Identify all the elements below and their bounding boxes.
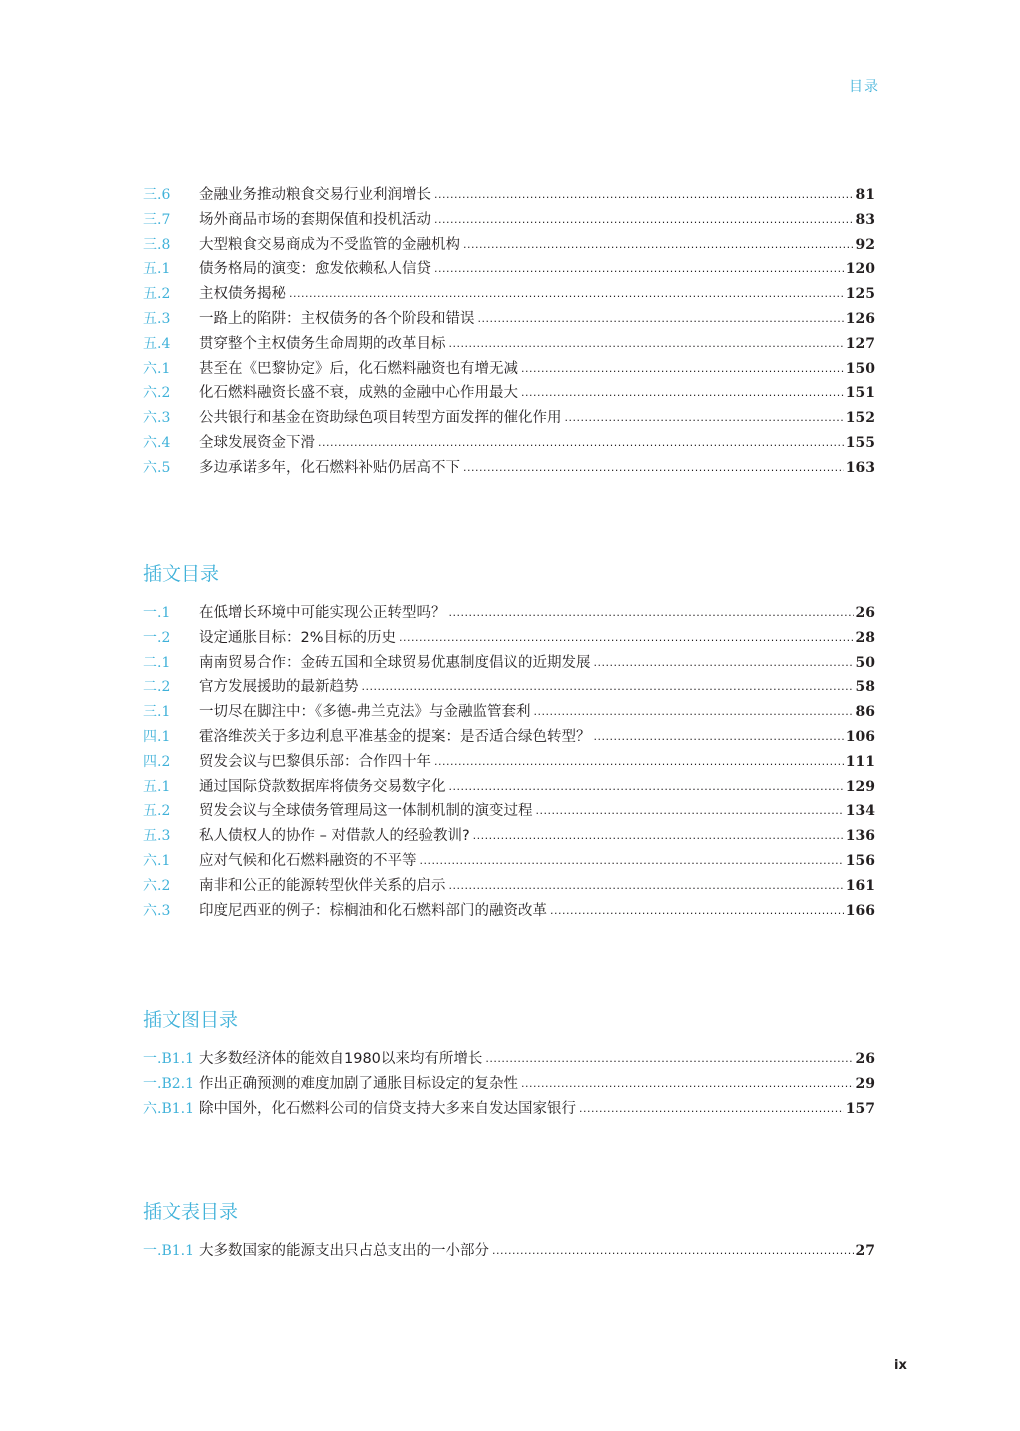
toc-entry[interactable] bbox=[143, 775, 875, 800]
toc-box-tables-section bbox=[143, 1201, 875, 1264]
dot-leader bbox=[449, 601, 854, 626]
toc-entry[interactable] bbox=[143, 1239, 875, 1264]
entry-page-number: 161 bbox=[845, 877, 875, 894]
entry-title: 官方发展援助的最新趋势 bbox=[199, 679, 359, 696]
entry-page-number: 29 bbox=[855, 1075, 875, 1092]
dot-leader bbox=[449, 775, 844, 800]
toc-entry[interactable] bbox=[143, 626, 875, 651]
entry-page-number: 81 bbox=[855, 187, 875, 203]
toc-entry[interactable] bbox=[143, 601, 875, 626]
entry-title: 印度尼西亚的例子：棕榈油和化石燃料部门的融资改革 bbox=[199, 902, 547, 919]
toc-list-continued bbox=[143, 183, 875, 481]
dot-leader bbox=[434, 208, 854, 233]
entry-page-number: 150 bbox=[845, 360, 875, 377]
dot-leader bbox=[473, 824, 844, 849]
toc-list-box-figures bbox=[143, 1047, 875, 1121]
entry-title: 除中国外，化石燃料公司的信贷支持大多来自发达国家银行 bbox=[199, 1100, 576, 1117]
entry-page-number: 152 bbox=[845, 410, 875, 427]
toc-entry[interactable] bbox=[143, 651, 875, 676]
entry-title: 场外商品市场的套期保值和投机活动 bbox=[199, 211, 431, 228]
dot-leader bbox=[565, 406, 844, 431]
entry-title: 霍洛维茨关于多边利息平准基金的提案：是否适合绿色转型？ bbox=[199, 728, 591, 745]
toc-entry[interactable] bbox=[143, 849, 875, 874]
entry-title: 全球发展资金下滑 bbox=[199, 434, 315, 451]
dot-leader bbox=[521, 357, 844, 382]
entry-page-number: 92 bbox=[855, 236, 875, 253]
entry-number: 五.3 bbox=[143, 828, 171, 845]
toc-entry[interactable] bbox=[143, 431, 875, 456]
entry-page-number: 26 bbox=[855, 1051, 875, 1067]
entry-title: 通过国际贷款数据库将债务交易数字化 bbox=[199, 778, 446, 795]
entry-number: 三.8 bbox=[143, 236, 171, 253]
entry-page-number: 120 bbox=[845, 261, 875, 278]
section-title-box-figures: 插文图目录 bbox=[143, 1009, 239, 1031]
entry-page-number: 83 bbox=[855, 211, 875, 228]
toc-entry[interactable] bbox=[143, 1097, 875, 1122]
entry-page-number: 28 bbox=[855, 629, 875, 646]
entry-number: 六.4 bbox=[143, 434, 171, 451]
dot-leader bbox=[521, 1072, 854, 1097]
dot-leader bbox=[434, 257, 844, 282]
toc-entry[interactable] bbox=[143, 183, 875, 208]
entry-page-number: 27 bbox=[855, 1243, 875, 1259]
entry-number: 四.2 bbox=[143, 753, 171, 770]
dot-leader bbox=[449, 874, 844, 899]
entry-title: 私人债权人的协作 – 对借款人的经验教训? bbox=[199, 828, 470, 845]
entry-title: 公共银行和基金在资助绿色项目转型方面发挥的催化作用 bbox=[199, 410, 562, 427]
toc-entry[interactable] bbox=[143, 357, 875, 382]
dot-leader bbox=[594, 651, 854, 676]
toc-continued-section bbox=[143, 183, 875, 481]
dot-leader bbox=[463, 233, 854, 258]
toc-entry[interactable] bbox=[143, 1047, 875, 1072]
entry-number: 六.2 bbox=[143, 385, 171, 402]
entry-number: 六.3 bbox=[143, 902, 171, 919]
entry-page-number: 58 bbox=[855, 679, 875, 696]
dot-leader bbox=[478, 307, 844, 332]
entry-title: 贸发会议与巴黎俱乐部：合作四十年 bbox=[199, 753, 431, 770]
toc-boxes-section bbox=[143, 563, 875, 923]
entry-title: 贯穿整个主权债务生命周期的改革目标 bbox=[199, 335, 446, 352]
entry-page-number: 166 bbox=[845, 902, 875, 919]
entry-title: 应对气候和化石燃料融资的不平等 bbox=[199, 852, 417, 869]
toc-entry[interactable] bbox=[143, 257, 875, 282]
dot-leader bbox=[550, 899, 844, 924]
entry-page-number: 151 bbox=[845, 385, 875, 402]
dot-leader bbox=[434, 183, 854, 208]
entry-title: 多边承诺多年，化石燃料补贴仍居高不下 bbox=[199, 459, 460, 476]
page-number: ix bbox=[894, 1358, 907, 1373]
entry-title: 债务格局的演变：愈发依赖私人信贷 bbox=[199, 261, 431, 278]
entry-title: 大型粮食交易商成为不受监管的金融机构 bbox=[199, 236, 460, 253]
toc-entry[interactable] bbox=[143, 700, 875, 725]
entry-number: 一.2 bbox=[143, 629, 171, 646]
entry-number: 六.1 bbox=[143, 852, 171, 869]
entry-page-number: 50 bbox=[855, 654, 875, 671]
entry-number: 三.6 bbox=[143, 187, 171, 203]
entry-number: 三.1 bbox=[143, 704, 171, 721]
entry-title: 大多数经济体的能效自1980以来均有所增长 bbox=[199, 1051, 483, 1067]
entry-number: 四.1 bbox=[143, 728, 171, 745]
entry-title: 南南贸易合作：金砖五国和全球贸易优惠制度倡议的近期发展 bbox=[199, 654, 591, 671]
toc-entry[interactable] bbox=[143, 750, 875, 775]
toc-entry[interactable] bbox=[143, 307, 875, 332]
toc-entry[interactable] bbox=[143, 1072, 875, 1097]
entry-page-number: 126 bbox=[845, 310, 875, 327]
entry-page-number: 129 bbox=[845, 778, 875, 795]
toc-entry[interactable] bbox=[143, 456, 875, 481]
entry-title: 一路上的陷阱：主权债务的各个阶段和错误 bbox=[199, 310, 475, 327]
entry-number: 一.1 bbox=[143, 605, 171, 621]
toc-entry[interactable] bbox=[143, 675, 875, 700]
entry-title: 南非和公正的能源转型伙伴关系的启示 bbox=[199, 877, 446, 894]
entry-page-number: 163 bbox=[845, 459, 875, 476]
dot-leader bbox=[533, 700, 853, 725]
section-title-box-tables: 插文表目录 bbox=[143, 1201, 239, 1223]
entry-page-number: 155 bbox=[845, 434, 875, 451]
toc-entry[interactable] bbox=[143, 406, 875, 431]
entry-page-number: 134 bbox=[845, 803, 875, 820]
entry-title: 甚至在《巴黎协定》后，化石燃料融资也有增无减 bbox=[199, 360, 518, 377]
entry-number: 五.1 bbox=[143, 778, 171, 795]
toc-entry[interactable] bbox=[143, 899, 875, 924]
entry-page-number: 127 bbox=[845, 335, 875, 352]
toc-entry[interactable] bbox=[143, 381, 875, 406]
entry-number: 六.5 bbox=[143, 459, 171, 476]
entry-number: 五.1 bbox=[143, 261, 171, 278]
dot-leader bbox=[420, 849, 844, 874]
dot-leader bbox=[485, 1047, 853, 1072]
entry-page-number: 86 bbox=[855, 704, 875, 721]
entry-title: 贸发会议与全球债务管理局这一体制机制的演变过程 bbox=[199, 803, 533, 820]
dot-leader bbox=[449, 332, 844, 357]
dot-leader bbox=[536, 799, 844, 824]
dot-leader bbox=[362, 675, 854, 700]
dot-leader bbox=[434, 750, 844, 775]
entry-number: 五.4 bbox=[143, 335, 171, 352]
entry-number: 五.2 bbox=[143, 803, 171, 820]
toc-box-figures-section bbox=[143, 1009, 875, 1121]
entry-number: 二.1 bbox=[143, 654, 171, 671]
toc-entry[interactable] bbox=[143, 725, 875, 750]
dot-leader bbox=[492, 1239, 854, 1264]
entry-title: 作出正确预测的难度加剧了通胀目标设定的复杂性 bbox=[199, 1075, 518, 1092]
dot-leader bbox=[594, 725, 844, 750]
entry-title: 大多数国家的能源支出只占总支出的一小部分 bbox=[199, 1243, 489, 1259]
toc-entry[interactable] bbox=[143, 233, 875, 258]
entry-number: 二.2 bbox=[143, 679, 171, 696]
entry-number: 一.B1.1 bbox=[143, 1243, 195, 1259]
dot-leader bbox=[463, 456, 844, 481]
toc-list-box-tables bbox=[143, 1239, 875, 1264]
entry-page-number: 125 bbox=[845, 286, 875, 303]
dot-leader bbox=[521, 381, 844, 406]
toc-entry[interactable] bbox=[143, 799, 875, 824]
toc-entry[interactable] bbox=[143, 208, 875, 233]
entry-number: 六.1 bbox=[143, 360, 171, 377]
dot-leader bbox=[399, 626, 854, 651]
dot-leader bbox=[289, 282, 844, 307]
entry-number: 一.B1.1 bbox=[143, 1051, 195, 1067]
toc-entry[interactable] bbox=[143, 824, 875, 849]
entry-number: 六.3 bbox=[143, 410, 171, 427]
toc-entry[interactable] bbox=[143, 332, 875, 357]
running-header: 目录 bbox=[849, 79, 879, 95]
entry-title: 设定通胀目标：2%目标的历史 bbox=[199, 629, 397, 646]
entry-title: 一切尽在脚注中：《多德-弗兰克法》与金融监管套利 bbox=[199, 704, 531, 721]
toc-entry[interactable] bbox=[143, 282, 875, 307]
entry-page-number: 111 bbox=[845, 753, 875, 770]
entry-title: 主权债务揭秘 bbox=[199, 286, 286, 303]
entry-title: 化石燃料融资长盛不衰，成熟的金融中心作用最大 bbox=[199, 385, 518, 402]
entry-page-number: 156 bbox=[845, 852, 875, 869]
dot-leader bbox=[318, 431, 844, 456]
entry-number: 三.7 bbox=[143, 211, 171, 228]
entry-number: 五.2 bbox=[143, 286, 171, 303]
section-title-boxes: 插文目录 bbox=[143, 563, 220, 585]
entry-number: 五.3 bbox=[143, 310, 171, 327]
entry-number: 六.2 bbox=[143, 877, 171, 894]
entry-page-number: 106 bbox=[845, 728, 875, 745]
toc-list-boxes bbox=[143, 601, 875, 923]
entry-title: 在低增长环境中可能实现公正转型吗？ bbox=[199, 605, 446, 621]
entry-page-number: 26 bbox=[855, 605, 875, 621]
toc-entry[interactable] bbox=[143, 874, 875, 899]
dot-leader bbox=[579, 1097, 844, 1122]
entry-title: 金融业务推动粮食交易行业利润增长 bbox=[199, 187, 431, 203]
entry-page-number: 136 bbox=[845, 828, 875, 845]
entry-number: 一.B2.1 bbox=[143, 1075, 195, 1092]
entry-page-number: 157 bbox=[845, 1100, 875, 1117]
entry-number: 六.B1.1 bbox=[143, 1100, 195, 1117]
